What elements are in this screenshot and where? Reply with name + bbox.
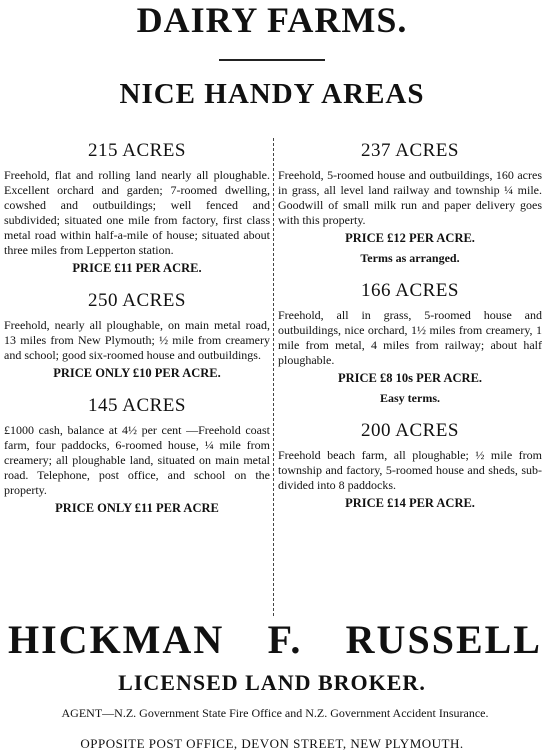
column-divider [273, 138, 274, 616]
agent-surname: RUSSELL [345, 617, 542, 662]
listing-description: Freehold, flat and rolling land nearly all ploughable. Excellent orchard and garden; 7-roomed dwelling, cowshed and outbuildings; well fenced and subdivided; situated one mile from factory, first class metal road within half-a-mile of house; situated about three miles from Lepperton station. [4, 168, 270, 257]
listing-terms: Terms as arranged. [360, 251, 460, 265]
listing-acres: 237 ACRES [361, 140, 459, 161]
agent-initial: F. [267, 617, 303, 662]
listing-acres: 145 ACRES [88, 395, 186, 416]
agency-line: AGENT—N.Z. Government State Fire Office and N.Z. Government Accident Insurance. [61, 706, 489, 720]
left-column [4, 138, 270, 528]
listing-price: PRICE ONLY £11 PER ACRE [55, 501, 219, 515]
listing-acres: 200 ACRES [361, 420, 459, 441]
listing-price: PRICE ONLY £10 PER ACRE. [53, 366, 221, 380]
listing-237-acres [278, 138, 542, 266]
agent-title: LICENSED LAND BROKER. [118, 670, 426, 695]
listing-166-acres [278, 278, 542, 406]
listing-description: Freehold, 5-roomed house and outbuildings, 160 acres in grass, all level land railway and township ¼ mile. Goodwill of small milk run and paper delivery goes with this property. [278, 168, 542, 227]
listing-price: PRICE £8 10s PER ACRE. [337, 371, 483, 385]
listing-215-acres [4, 138, 270, 276]
listing-acres: 215 ACRES [88, 140, 186, 161]
listing-description: Freehold beach farm, all ploughable; ½ mile from township and factory, 5-roomed house and sheds, sub-divided into 8 paddocks. [278, 448, 542, 492]
listing-description: Freehold, all in grass, 5-roomed house and outbuildings, nice orchard, 1½ miles from creamery, 1 mile from metal, 4 miles from railway; about half ploughable. [278, 308, 542, 367]
agent-name [0, 618, 544, 662]
listing-145-acres [4, 393, 270, 516]
listing-price: PRICE £11 PER ACRE. [72, 261, 202, 275]
listing-250-acres [4, 288, 270, 381]
office-address: OPPOSITE POST OFFICE, DEVON STREET, NEW PLYMOUTH. [80, 736, 464, 751]
listing-200-acres [278, 418, 542, 511]
listing-description: £1000 cash, balance at 4½ per cent —Freehold coast farm, four paddocks, 6-roomed house, ¼ mile from creamery; all ploughable land, situated on main metal road. Telephone, post office, and school on the property. [4, 423, 270, 497]
listing-acres: 166 ACRES [361, 280, 459, 301]
listing-acres: 250 ACRES [88, 290, 186, 311]
agent-surname-first: HICKMAN [8, 617, 225, 662]
listing-terms: Easy terms. [380, 391, 440, 405]
listing-price: PRICE £14 PER ACRE. [345, 496, 475, 510]
title-divider [219, 59, 325, 61]
page-title: DAIRY FARMS. [136, 0, 408, 40]
listing-price: PRICE £12 PER ACRE. [345, 231, 475, 245]
right-column [278, 138, 542, 523]
listing-description: Freehold, nearly all ploughable, on main metal road, 13 miles from New Plymouth; ½ mile from creamery and school; good six-roomed house and outbuildings. [4, 318, 270, 362]
page-subtitle: NICE HANDY AREAS [119, 78, 425, 110]
